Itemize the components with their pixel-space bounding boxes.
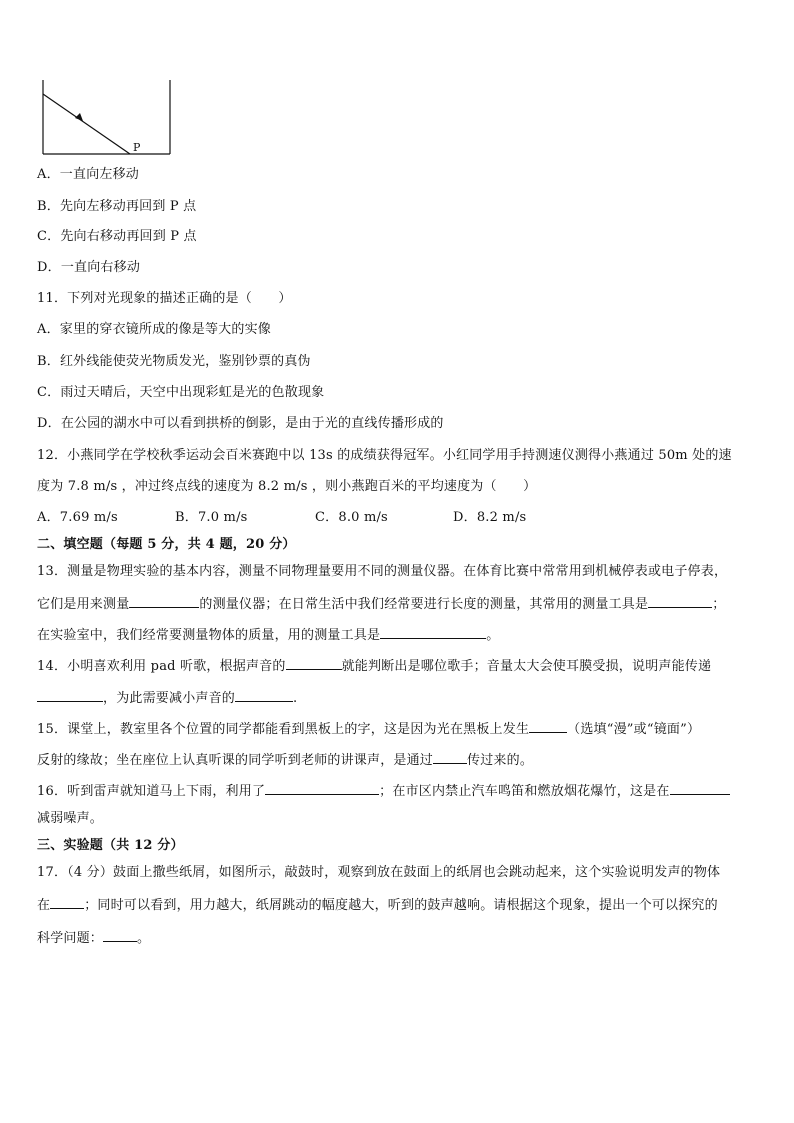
q10-option-b: B．先向左移动再回到 P 点 <box>37 199 197 214</box>
q12-option-d: D．8.2 m/s <box>453 510 527 525</box>
q17-line3 <box>37 928 757 948</box>
q17-text-a: 在 <box>37 898 51 913</box>
q17-line2 <box>37 895 757 915</box>
q15-line2 <box>37 750 757 770</box>
q12-option-b: B．7.0 m/s <box>175 510 248 525</box>
q13-blank-1[interactable] <box>129 594 199 608</box>
q12-line2: 度为 7.8 m/s ，冲过终点线的速度为 8.2 m/s ，则小燕跑百米的平均速度为（ ） <box>37 479 537 494</box>
q11-option-c: C．雨过天晴后，天空中出现彩虹是光的色散现象 <box>37 385 325 400</box>
q11-option-b: B．红外线能使荧光物质发光，鉴别钞票的真伪 <box>37 354 311 369</box>
q13-blank-2[interactable] <box>648 594 712 608</box>
q16-blank-1[interactable] <box>265 781 379 795</box>
light-ray <box>43 94 130 154</box>
q14-text-c: ，为此需要减小声音的 <box>103 691 236 706</box>
q14-text-d: . <box>293 691 298 706</box>
q12-line1: 12．小燕同学在学校秋季运动会百米赛跑中以 13s 的成绩获得冠军。小红同学用手持测速仪测得小燕通过 50m 处的速 <box>37 448 732 463</box>
q14-text-a: 14．小明喜欢利用 pad 听歌，根据声音的 <box>37 659 286 674</box>
q13-text-b: 的测量仪器；在日常生活中我们经常要进行长度的测量，其常用的测量工具是 <box>199 597 649 612</box>
q15-blank-1[interactable] <box>529 719 567 733</box>
q13-line1: 13．测量是物理实验的基本内容，测量不同物理量要用不同的测量仪器。在体育比赛中常常用到机械停表或电子停表， <box>37 564 728 579</box>
q14-text-b: 就能判断出是哪位歌手；音量太大会使耳膜受损，说明声能传递 <box>341 659 712 674</box>
point-p-label: P <box>133 141 141 154</box>
q14-blank-2[interactable] <box>37 688 103 702</box>
q14-line1 <box>37 656 757 676</box>
q15-text-a: 15．课堂上，教室里各个位置的同学都能看到黑板上的字，这是因为光在黑板上发生 <box>37 722 530 737</box>
q13-line2 <box>37 594 757 614</box>
light-path-figure <box>40 80 174 156</box>
q15-text-b: （选填“漫”或“镜面”） <box>567 722 701 737</box>
q17-blank-2[interactable] <box>103 928 137 942</box>
q12-option-c: C．8.0 m/s <box>315 510 388 525</box>
q17-text-c: 科学问题： <box>37 931 104 946</box>
q17-line1: 17．（4 分）鼓面上撒些纸屑，如图所示，敲鼓时，观察到放在鼓面上的纸屑也会跳动起来，这个实验说明发声的物体 <box>37 865 721 880</box>
q13-text-a: 它们是用来测量 <box>37 597 130 612</box>
section3-heading: 三、实验题（共 12 分） <box>37 838 184 853</box>
q16-line2: 减弱噪声。 <box>37 811 104 826</box>
q14-blank-1[interactable] <box>286 656 342 670</box>
q14-blank-3[interactable] <box>235 688 293 702</box>
q16-line1 <box>37 781 757 801</box>
section2-heading: 二、填空题（每题 5 分，共 4 题，20 分） <box>37 537 296 552</box>
q12-option-a: A．7.69 m/s <box>37 510 118 525</box>
q15-blank-2[interactable] <box>433 750 467 764</box>
q13-blank-3[interactable] <box>380 625 486 639</box>
q13-text-c: ； <box>712 597 726 612</box>
q16-blank-2[interactable] <box>670 781 730 795</box>
q12-options <box>37 509 757 527</box>
q13-text-e: 。 <box>486 628 500 643</box>
q17-blank-1[interactable] <box>50 895 84 909</box>
q11-option-d: D．在公园的湖水中可以看到拱桥的倒影，是由于光的直线传播形成的 <box>37 416 444 431</box>
q13-line3 <box>37 625 757 645</box>
q16-text-a: 16．听到雷声就知道马上下雨，利用了 <box>37 784 266 799</box>
q17-text-b: ；同时可以看到，用力越大，纸屑跳动的幅度越大，听到的鼓声越响。请根据这个现象，提出一个可以探究的 <box>84 898 718 913</box>
q15-text-c: 反射的缘故；坐在座位上认真听课的同学听到老师的讲课声，是通过 <box>37 753 434 768</box>
q10-option-d: D．一直向右移动 <box>37 260 141 275</box>
q11-stem: 11．下列对光现象的描述正确的是（ ） <box>37 291 292 306</box>
q11-option-a: A．家里的穿衣镜所成的像是等大的实像 <box>37 322 271 337</box>
q14-line2 <box>37 688 757 708</box>
q10-option-a: A．一直向左移动 <box>37 167 139 182</box>
q13-text-d: 在实验室中，我们经常要测量物体的质量，用的测量工具是 <box>37 628 381 643</box>
q10-option-c: C．先向右移动再回到 P 点 <box>37 229 197 244</box>
q15-line1 <box>37 719 757 739</box>
q16-text-b: ；在市区内禁止汽车鸣笛和燃放烟花爆竹，这是在 <box>379 784 670 799</box>
ray-arrow-icon <box>75 113 83 121</box>
q15-text-d: 传过来的。 <box>467 753 534 768</box>
q17-text-d: 。 <box>137 931 151 946</box>
